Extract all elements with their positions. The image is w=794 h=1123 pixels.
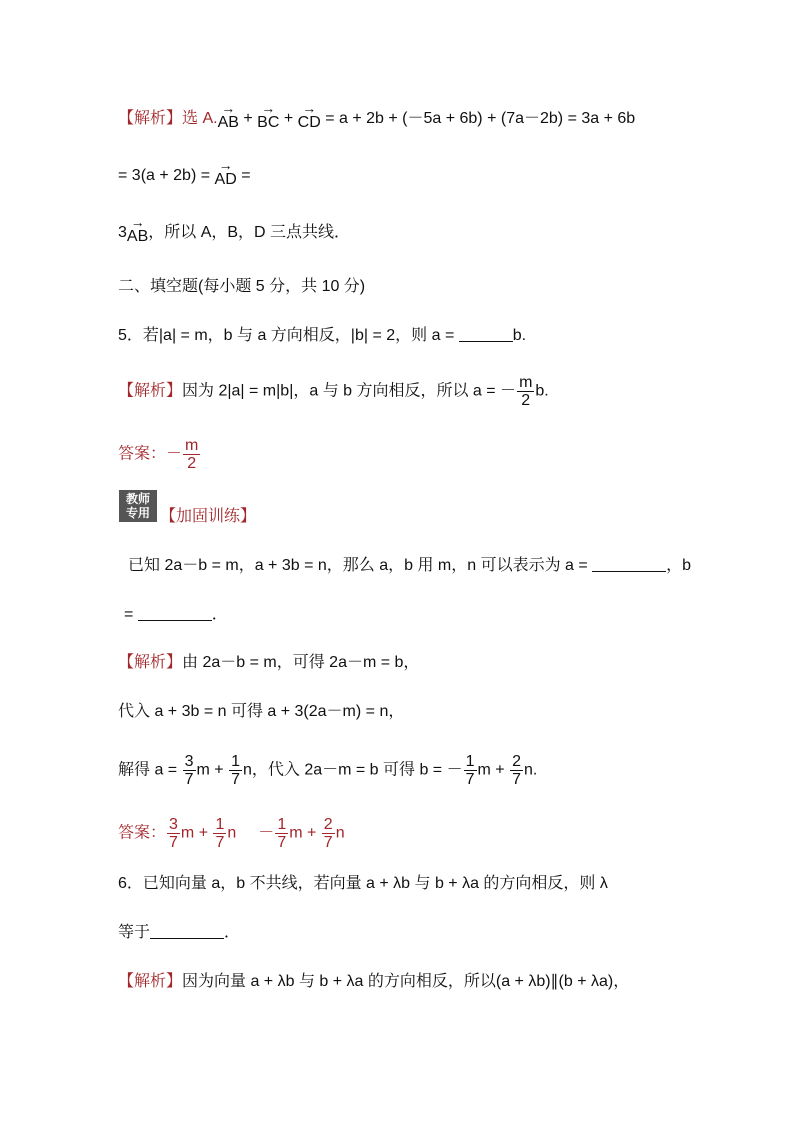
analysis-tag: 【解析】: [118, 382, 183, 400]
answer-tag: 答案：: [118, 445, 167, 463]
training-answer: 答案： $\frac{3}{7}$ m + $\frac{1}{7}$ n － $\frac{1}{7}$ m + $\frac{2}{7}$ n: [118, 816, 345, 851]
question-5-answer: 答案：－ $\frac{m}{2}$: [118, 437, 199, 472]
vector-arrow-icon: →: [130, 214, 145, 230]
vector-ab: → AB: [126, 214, 149, 245]
fraction-m-over-2: $\frac{m}{2}$: [185, 437, 199, 472]
fraction-3-7: $\frac{3}{7}$: [184, 753, 194, 788]
vector-ab: → AB: [217, 100, 239, 131]
question-6-analysis: 【解析】因为向量 a + λb 与 b + λa 的方向相反，所以(a + λb)∥(b + λa)，: [118, 973, 630, 990]
question-6-line-2: 等于 ．: [118, 924, 241, 941]
question-5-text: 5．若|a| = m，b 与 a 方向相反，|b| = 2，则 a =: [118, 327, 459, 344]
fraction-2-7: $\frac{2}{7}$: [323, 816, 333, 851]
analysis-tag: 【解析】: [118, 110, 183, 127]
question-5-analysis: 【解析】因为 2|a| = m|b|，a 与 b 方向相反，所以 a = － $\frac{m}{2}$ b.: [118, 374, 549, 409]
analysis-line-2: = 3(a + 2b) = → AD =: [118, 157, 251, 188]
line3-conclusion: ，所以 A，B，D 三点共线．: [148, 224, 351, 241]
fraction-2-7: $\frac{2}{7}$: [512, 753, 521, 788]
vector-arrow-icon: →: [302, 100, 317, 116]
reinforce-title: 【加固训练】: [160, 508, 257, 525]
answer-blank-b: [138, 606, 212, 621]
vector-bc: → BC: [257, 100, 280, 131]
vector-arrow-icon: →: [221, 100, 236, 116]
fraction-1-7: $\frac{1}{7}$: [465, 753, 475, 788]
answer-blank: [150, 924, 224, 939]
line2-expression: = 3(a + 2b) =: [118, 167, 215, 184]
section-title: 二、填空题(每小题 5 分，共 10 分): [118, 278, 366, 295]
training-analysis-3: 解得 a = $\frac{3}{7}$ m + $\frac{1}{7}$ n，代入 2a－m = b 可得 b = － $\frac{1}{7}$ m + $\frac{2}{7}$ n.: [118, 753, 538, 788]
analysis-line-3: 3 → AB，所以 A，B，D 三点共线．: [118, 214, 351, 245]
vector-ad: → AD: [214, 157, 237, 188]
choice-label: 选 A.: [182, 110, 218, 127]
training-question: 已知 2a－b = m，a + 3b = n，那么 a，b 用 m，n 可以表示为 a = ，b: [128, 557, 692, 574]
answer-blank-a: [592, 557, 666, 572]
question-5: 5．若|a| = m，b 与 a 方向相反，|b| = 2，则 a = b.: [118, 327, 527, 344]
vector-cd: → CD: [297, 100, 321, 131]
analysis-tag: 【解析】: [118, 654, 183, 671]
fraction-m-over-2: $\frac{m}{2}$: [519, 374, 533, 409]
fraction-3-7: $\frac{3}{7}$: [169, 816, 178, 851]
answer-tag: 答案：: [118, 824, 167, 842]
question-6: 6．已知向量 a，b 不共线，若向量 a + λb 与 b + λa 的方向相反，则 λ: [118, 875, 608, 892]
training-question-line-2: = ．: [124, 606, 228, 623]
answer-blank: [459, 327, 513, 342]
vector-arrow-icon: →: [218, 157, 233, 173]
vector-arrow-icon: →: [261, 100, 276, 116]
teacher-only-badge: 教师 专用: [119, 490, 157, 522]
analysis-tag: 【解析】: [118, 973, 183, 990]
fraction-1-7: $\frac{1}{7}$: [231, 753, 240, 788]
fraction-1-7: $\frac{1}{7}$: [215, 816, 225, 851]
training-analysis-1: 【解析】由 2a－b = m，可得 2a－m = b，: [118, 654, 420, 671]
training-analysis-2: 代入 a + 3b = n 可得 a + 3(2a－m) = n，: [118, 703, 405, 720]
analysis-line-1: 【解析】选 A. → AB + → BC + → CD = a + 2b + (－5a + 6b) + (7a－2b) = 3a + 6b: [118, 100, 636, 131]
fraction-1-7: $\frac{1}{7}$: [277, 816, 287, 851]
line1-expression: = a + 2b + (－5a + 6b) + (7a－2b) = 3a + 6b: [320, 110, 636, 127]
